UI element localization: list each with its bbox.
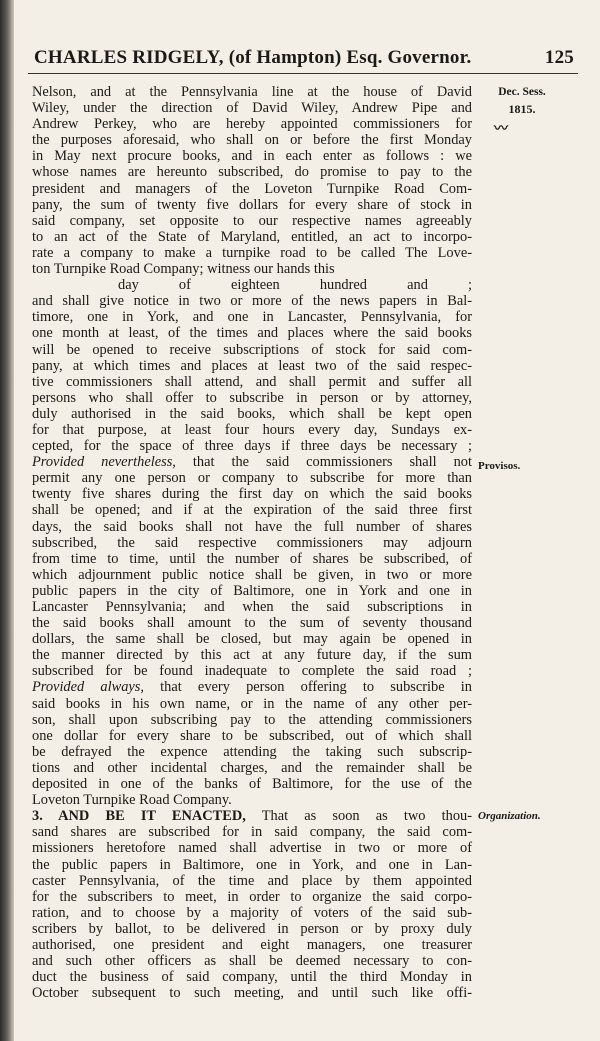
text-line: dollars, the same shall be closed, but may again be opened in (32, 631, 472, 648)
text-line: deposited in one of the banks of Baltimore, for the use of the (32, 776, 472, 793)
text-line: day of eighteen hundred and ; (118, 277, 472, 294)
text-line: for that purpose, at least four hours every day, Sundays ex- (32, 421, 472, 438)
text-line: scribers by ballot, to be delivered in person or by proxy duly (32, 920, 472, 937)
text-line: pany, at which times and places at least two of the said respec- (32, 357, 472, 374)
running-header (34, 47, 574, 73)
text-line: cepted, for the space of three days if three days be necessary ; (32, 438, 472, 455)
text-line: the public papers in Baltimore, one in York, and one in Lan- (32, 856, 472, 873)
text-line: which adjournment public notice shall be given, in two or more (32, 566, 472, 583)
text-line: whose names are hereunto subscribed, do promise to pay to the (32, 164, 472, 181)
text-line: ration, and to choose by a majority of voters of the said sub- (32, 904, 472, 921)
text-line: shall be opened; and if at the expiration of the said three first (32, 502, 472, 519)
text-line: Loveton Turnpike Road Company. (32, 792, 232, 809)
text-line: to an act of the State of Maryland, entitled, an act to incorpo- (32, 228, 472, 245)
text-line: 3. AND BE IT ENACTED, That as soon as two thou- (32, 808, 472, 825)
page-number: 125 (544, 47, 574, 68)
text-line: and shall give notice in two or more of the news papers in Bal- (32, 293, 472, 310)
text-line: for the subscribers to meet, in order to organize the said corpo- (32, 888, 472, 905)
text-line: the purposes aforesaid, who shall on or before the first Monday (32, 132, 472, 149)
margin-note-organization: Organization. (478, 810, 541, 822)
text-line: one month at least, of the times and places where the said books (32, 325, 472, 342)
text-line: be defrayed the expence attending the taking such subscrip- (32, 743, 472, 760)
margin-year: 1815. (508, 102, 536, 116)
text-line: October subsequent to such meeting, and until such like offi- (32, 985, 472, 1002)
text-line: public papers in the city of Baltimore, one in York and one in (32, 582, 472, 599)
header-title: CHARLES RIDGELY, (of Hampton) Esq. Governor. (34, 47, 472, 68)
text-line: sand shares are subscribed for in said company, the said com- (32, 824, 472, 841)
text-line: president and managers of the Loveton Turnpike Road Com- (32, 180, 472, 197)
text-line: caster Pennsylvania, of the time and place by them appointed (32, 872, 472, 889)
margin-squiggle: 〰 (494, 122, 508, 137)
text-line: ton Turnpike Road Company; witness our hands this (32, 261, 335, 278)
text-line: one dollar for every share to be subscribed, out of which shall (32, 727, 472, 744)
text-line: from time to time, until the number of shares be subscribed, of (32, 550, 472, 567)
book-binding-shadow (0, 0, 14, 1041)
text-line: the manner directed by this act at any future day, if the sum (32, 647, 472, 664)
text-line: the said books shall amount to the sum of seventy thousand (32, 615, 472, 632)
text-line: persons who shall offer to subscribe in person or by attorney, (32, 389, 472, 406)
margin-session-date: Dec. Sess. (498, 86, 546, 98)
text-line: permit any one person or company to subscribe for more than (32, 470, 472, 487)
text-line: days, the said books shall not have the full number of shares (32, 518, 472, 535)
text-line: Provided nevertheless, that the said commissioners shall not (32, 454, 472, 471)
text-line: tions and other incidental charges, and the remainder shall be (32, 759, 472, 776)
text-line: authorised, one president and eight managers, one treasurer (32, 936, 472, 953)
text-line: said books in his own name, or in the name of any other per- (32, 695, 472, 712)
text-line: subscribed, the said respective commissioners may adjourn (32, 534, 472, 551)
text-line: Provided always, that every person offering to subscribe in (32, 679, 472, 696)
text-line: Andrew Perkey, who are hereby appointed commissioners for (32, 116, 472, 133)
text-line: subscribed for be found inadequate to complete the said road ; (32, 663, 472, 680)
text-line: and such other officers as shall be deemed necessary to con- (32, 953, 472, 970)
body-text (32, 84, 472, 1001)
text-line: in May next procure books, and in each enter as follows : we (32, 148, 472, 165)
text-line: said company, set opposite to our respective names agreeably (32, 212, 472, 229)
text-line: duly authorised in the said books, which shall be kept open (32, 405, 472, 422)
text-line: son, shall upon subscribing pay to the attending commissioners (32, 711, 472, 728)
text-line: missioners heretofore named shall advertise in two or more of (32, 840, 472, 857)
text-line: pany, the sum of twenty five dollars for every share of stock in (32, 196, 472, 213)
header-rule (28, 73, 578, 74)
text-line: Wiley, under the direction of David Wiley, Andrew Pipe and (32, 100, 472, 117)
text-line: tive commissioners shall attend, and shall permit and suffer all (32, 373, 472, 390)
text-line: timore, one in York, and one in Lancaster, Pennsylvania, for (32, 309, 472, 326)
margin-note-provisos: Provisos. (478, 460, 521, 472)
text-line: duct the business of said company, until the third Monday in (32, 969, 472, 986)
text-line: twenty five shares during the first day on which the said books (32, 486, 472, 503)
text-line: Lancaster Pennsylvania; and when the said subscriptions in (32, 599, 472, 615)
text-line: Nelson, and at the Pennsylvania line at the house of David (32, 84, 472, 100)
text-line: will be opened to receive subscriptions of stock for said com- (32, 341, 472, 358)
text-line: rate a company to make a turnpike road to be called The Love- (32, 244, 472, 261)
